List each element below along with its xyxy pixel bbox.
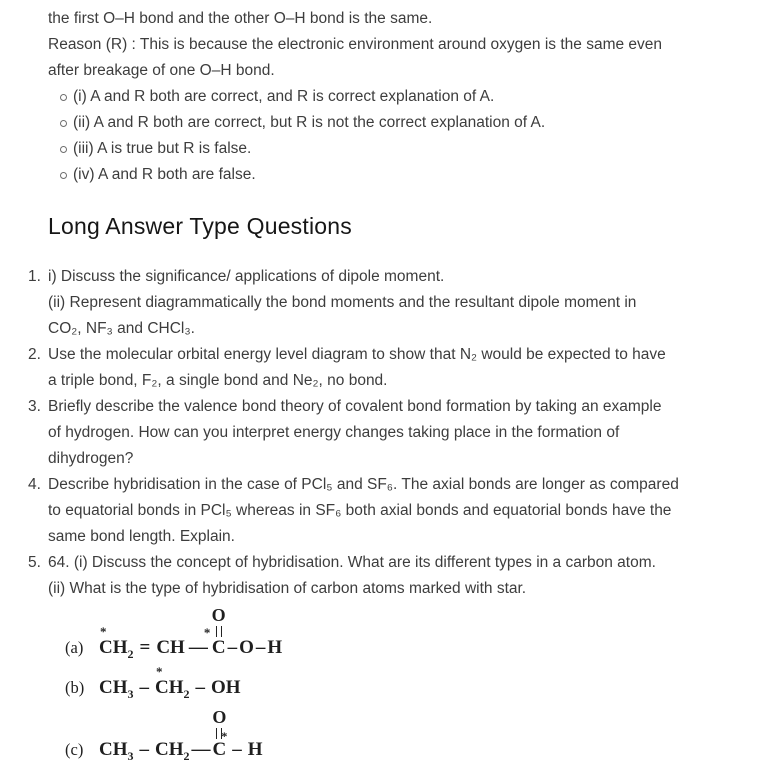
double-bond-icon (216, 626, 222, 637)
intro-line: the first O–H bond and the other O–H bond is the same. (48, 10, 433, 27)
star-mark: * (221, 729, 228, 743)
question-line (28, 472, 754, 498)
question-line: (ii) Represent diagrammatically the bond moments and the resultant dipole moment in (48, 294, 637, 311)
ch2-group: * $CH_2$ (155, 664, 190, 701)
question-text: Use the molecular orbital energy level diagram to show that N₂ would be expected to have (48, 346, 666, 363)
carbonyl-oxygen-stack (212, 707, 228, 743)
question-text: 64. (i) Discuss the concept of hybridisation. What are its different types in a carbon atom. (48, 554, 656, 571)
question-line (28, 342, 754, 368)
single-bond: – (195, 677, 205, 698)
option-item (48, 110, 754, 136)
question-line: (ii) What is the type of hybridisation of carbon atoms marked with star. (48, 580, 527, 597)
question-line: of hydrogen. How can you interpret energy changes taking place in the formation of (48, 424, 620, 441)
question-line: dihydrogen? (48, 450, 134, 467)
single-bond: — (188, 637, 208, 658)
structure-label: (a) (65, 638, 84, 657)
oxygen-atom: O (239, 637, 254, 658)
question-line: to equatorial bonds in PCl₅ whereas in SF₆ both axial bonds and equatorial bonds have the (48, 502, 672, 519)
question-text: i) Discuss the significance/ applications of dipole moment. (48, 268, 445, 285)
star-mark: * (156, 664, 163, 679)
structure-b (65, 664, 754, 701)
oh-group: OH (211, 677, 241, 698)
question-item (28, 394, 754, 472)
intro-line: after breakage of one O–H bond. (48, 62, 275, 79)
question-text: Briefly describe the valence bond theory of covalent bond formation by taking an example (48, 398, 662, 415)
structure-a (65, 605, 754, 661)
single-bond: – (232, 739, 242, 760)
carbonyl-carbon: O * C (203, 605, 226, 658)
star-mark: * (100, 624, 107, 639)
question-line (28, 394, 754, 420)
option-text: (ii) A and R both are correct, but R is not the correct explanation of A. (73, 114, 546, 131)
ch2-group: $CH_2$ (155, 739, 190, 763)
options-list (48, 84, 754, 188)
single-bond: – (227, 637, 238, 658)
option-item (48, 136, 754, 162)
carbonyl-carbon: O * C (212, 707, 228, 760)
question-number: 4. (28, 476, 41, 493)
oxygen-atom: O (211, 605, 226, 625)
double-bond-text: = (139, 637, 151, 658)
structure-label: (c) (65, 740, 84, 759)
star-mark: * (203, 625, 211, 640)
ch2-group: * $CH_2$ (99, 624, 134, 661)
carbonyl-oxygen-stack (212, 606, 226, 637)
questions-list (28, 264, 754, 602)
ch3-group: $CH_3$ (99, 677, 134, 701)
single-bond: — (191, 739, 211, 760)
chemical-structures (65, 605, 754, 763)
single-bond: – (139, 677, 149, 698)
circle-bullet-icon (60, 172, 67, 179)
intro-line: Reason (R) : This is because the electronic environment around oxygen is the same even (48, 36, 663, 53)
question-line: a triple bond, F₂, a single bond and Ne₂, no bond. (48, 372, 388, 389)
hydrogen-atom: H (267, 637, 283, 658)
question-line: CO₂, NF₃ and CHCl₃. (48, 320, 195, 337)
structure-label: (b) (65, 678, 85, 697)
question-item (28, 472, 754, 550)
option-text: (iv) A and R both are false. (73, 166, 256, 183)
question-line (28, 264, 754, 290)
option-item (48, 162, 754, 188)
question-item (28, 550, 754, 602)
circle-bullet-icon (60, 146, 67, 153)
ch-group: CH (156, 637, 185, 658)
option-text: (iii) A is true but R is false. (73, 140, 252, 157)
question-line: same bond length. Explain. (48, 528, 235, 545)
question-number: 3. (28, 398, 41, 415)
section-heading: Long Answer Type Questions (48, 213, 352, 239)
structure-c (65, 707, 754, 763)
hydrogen-atom: H (247, 739, 263, 760)
oxygen-atom: O (212, 707, 227, 727)
question-number: 1. (28, 268, 41, 285)
question-line (28, 550, 754, 576)
question-number: 5. (28, 554, 41, 571)
single-bond: – (255, 637, 266, 658)
question-item (28, 342, 754, 394)
ch3-group: $CH_3$ (99, 739, 134, 763)
option-text: (i) A and R both are correct, and R is correct explanation of A. (73, 88, 495, 105)
question-text: Describe hybridisation in the case of PCl₅ and SF₆. The axial bonds are longer as compared (48, 476, 679, 493)
intro-paragraph (48, 6, 754, 84)
question-number: 2. (28, 346, 41, 363)
circle-bullet-icon (60, 94, 67, 101)
single-bond: – (139, 739, 149, 760)
option-item (48, 84, 754, 110)
question-item (28, 264, 754, 342)
circle-bullet-icon (60, 120, 67, 127)
double-bond-icon (216, 728, 228, 743)
